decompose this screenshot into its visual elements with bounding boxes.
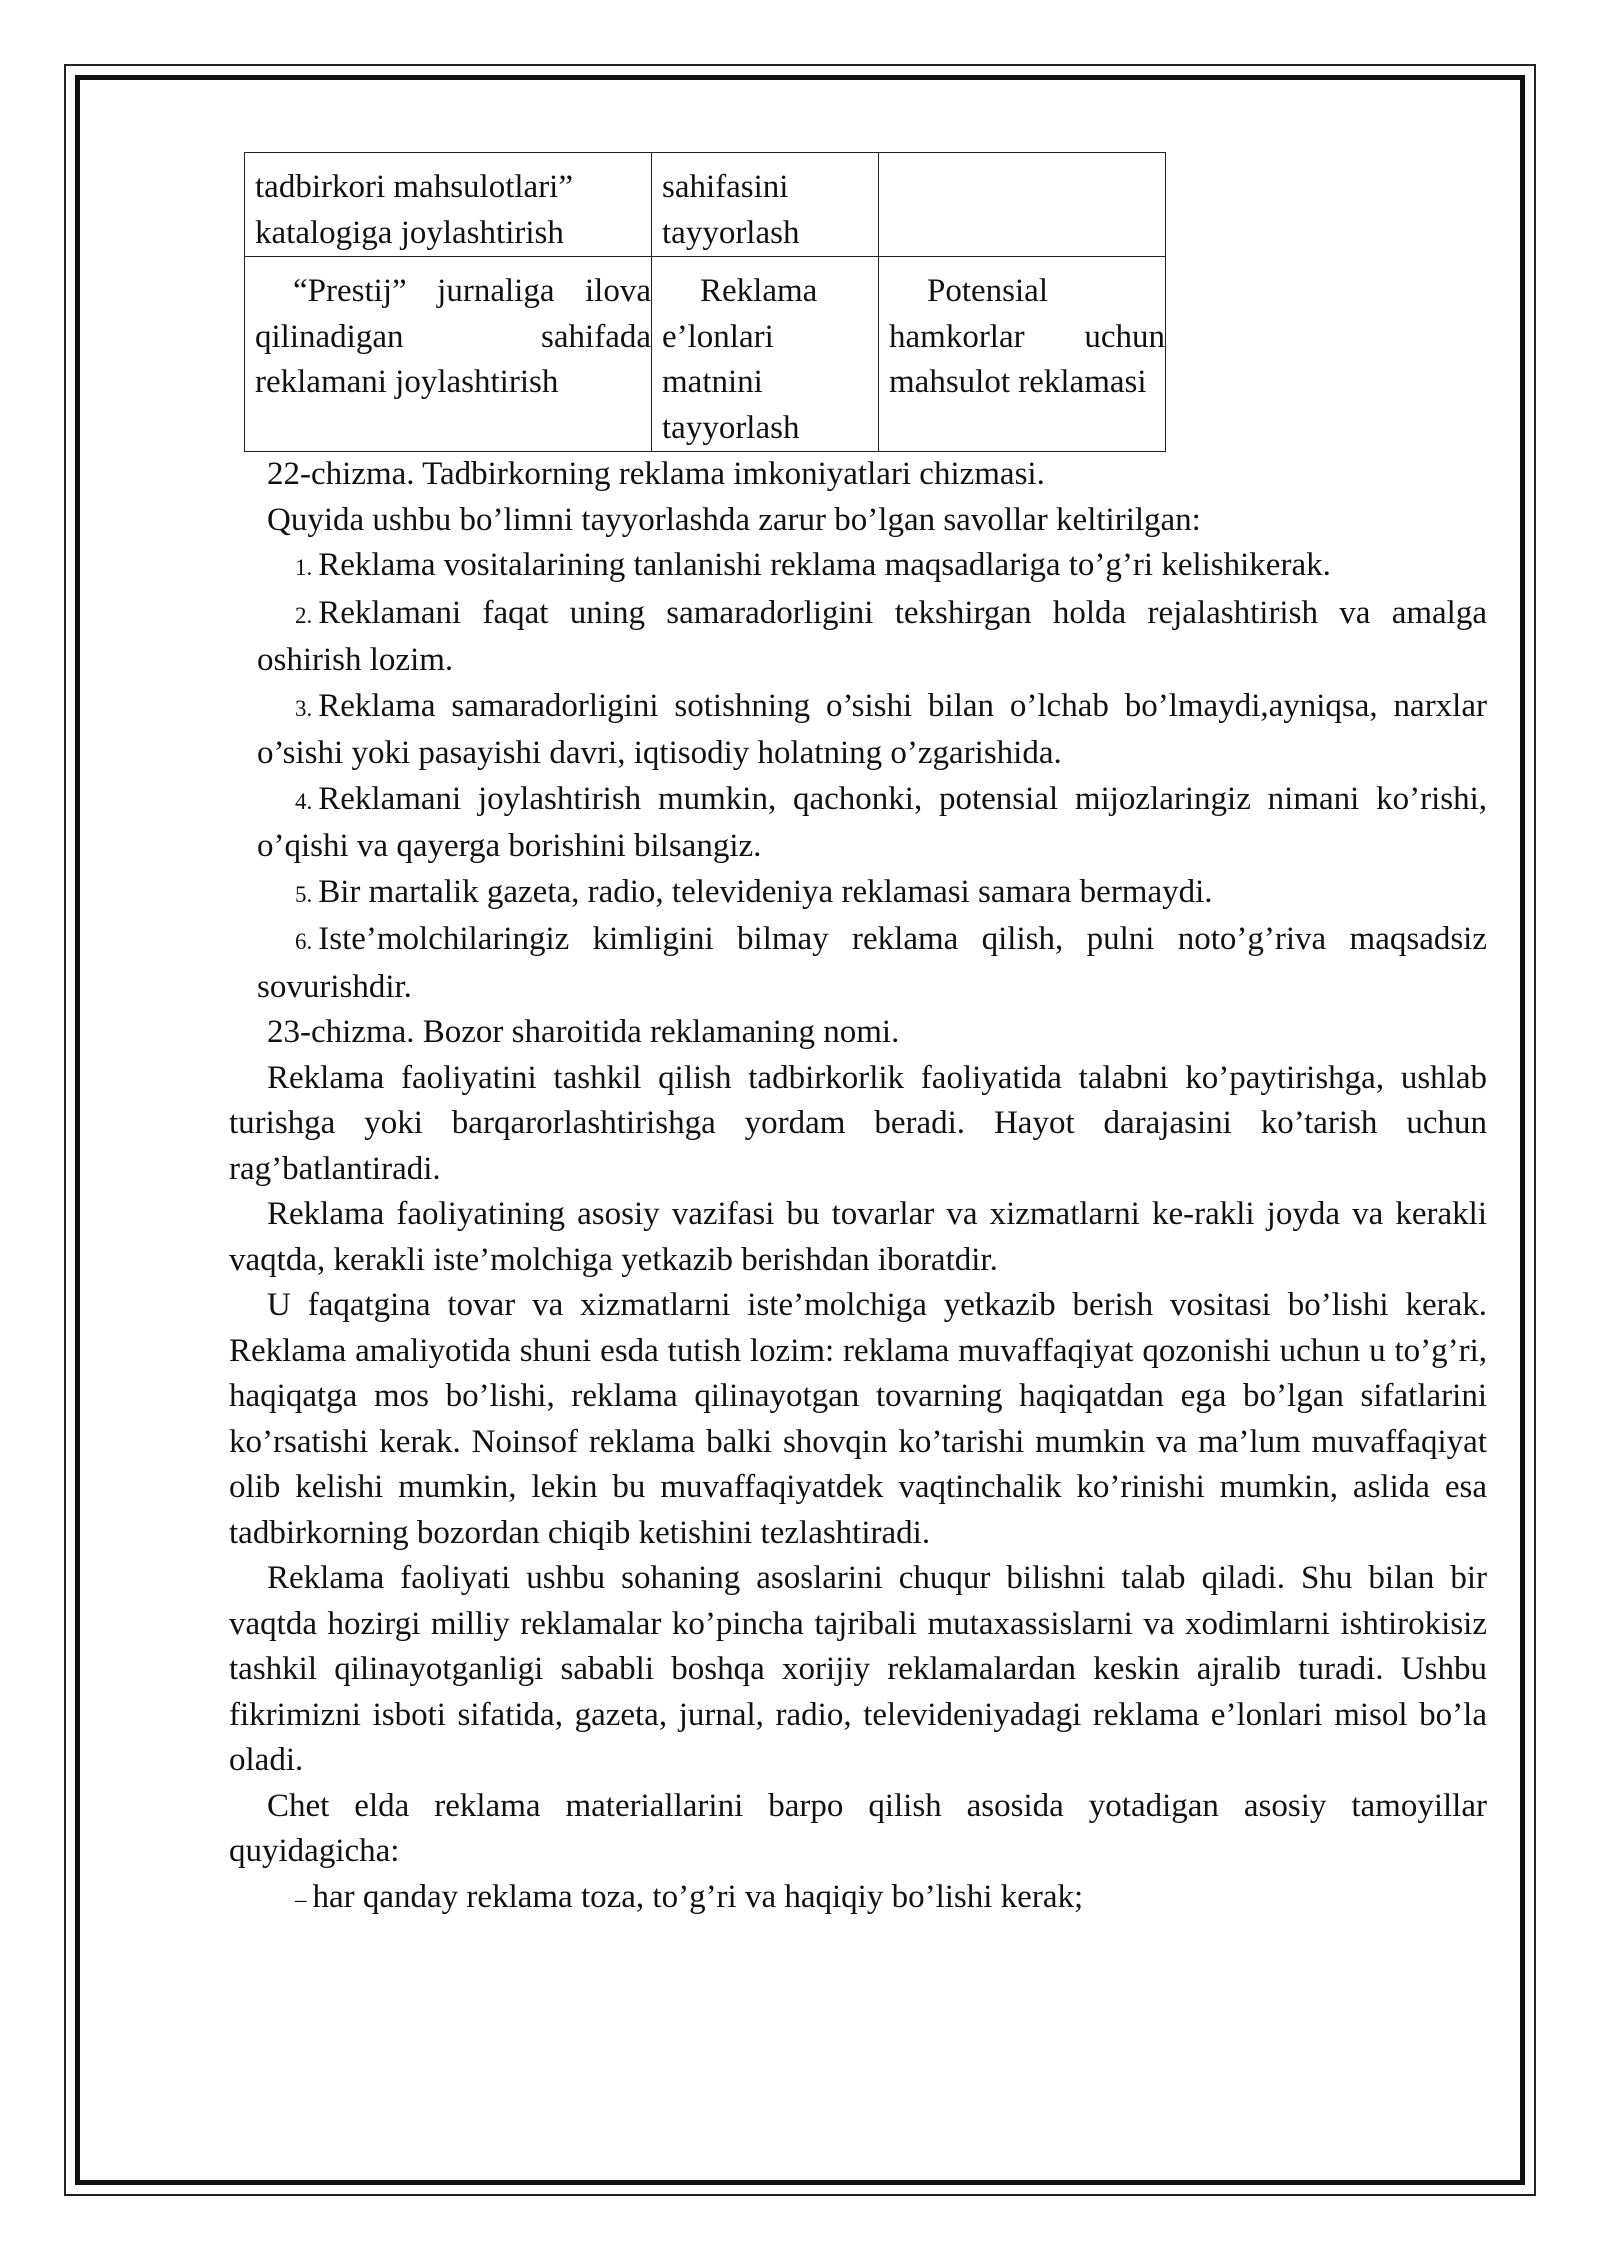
- list-item: [229, 591, 1487, 684]
- list-item: [229, 917, 1487, 1010]
- list-number: 4.: [295, 788, 313, 814]
- list-text: Reklama vositalarining tanlanishi reklama maqsadlariga to’g’ri kelishikerak.: [318, 547, 1331, 583]
- table-row: [245, 153, 1166, 257]
- body-paragraph: Reklama faoliyatini tashkil qilish tadbirkorlik faoliyatida talabni ko’paytirishga, ushlab turishga yoki barqarorlashtirishga yordam beradi. Hayot darajasini ko’tarish uchun rag’batlantiradi.: [229, 1059, 1487, 1187]
- body-paragraph: U faqatgina tovar va xizmatlarni iste’molchiga yetkazib berish vositasi bo’lishi kerak. Reklama amaliyotida shuni esda tutish lozim: reklama muvaffaqiyat qozonishi uchun u to’g’ri, haqiqatga mos bo’lishi, reklama qilinayotgan tovarning haqiqatdan ega bo’lgan sifatlarini ko’rsatishi kerak. Noinsof reklama balki shovqin ko’tarishi mumkin va ma’lum muvaffaqiyat olib kelishi mumkin, lekin bu muvaffaqiyatdek vaqtinchalik ko’rinishi mumkin, aslida esa tadbirkorning bozordan chiqib ketishini tezlashtiradi.: [229, 1287, 1487, 1551]
- list-item: [229, 684, 1487, 777]
- body-paragraph: Reklama faoliyatining asosiy vazifasi bu tovarlar va xizmatlarni ke-rakli joyda va kerakli vaqtda, kerakli iste’molchiga yetkazib berishdan iboratdir.: [229, 1196, 1487, 1278]
- list-number: 3.: [295, 695, 313, 721]
- bullet-item: [229, 1875, 1487, 1923]
- intro-text: Quyida ushbu bo’limni tayyorlashda zarur bo’lgan savollar keltirilgan:: [267, 501, 1201, 538]
- list-number: 6.: [295, 929, 313, 954]
- list-number: 2.: [295, 602, 313, 628]
- table-cell: Reklama e’lonlari matnini tayyorlash: [652, 257, 879, 452]
- list-item: [229, 870, 1487, 918]
- body-paragraph: Chet elda reklama materiallarini barpo qilish asosida yotadigan asosiy tamoyillar quyidagicha:: [229, 1787, 1487, 1869]
- list-text: Reklamani faqat uning samaradorligini tekshirgan holda rejalashtirish va amalga oshirish lozim.: [257, 594, 1487, 678]
- page-content: [229, 152, 1487, 1922]
- table-cell: Potensial hamkorlar uchun mahsulot reklamasi: [879, 257, 1166, 452]
- table-row: [245, 257, 1166, 452]
- body-paragraph: Reklama faoliyati ushbu sohaning asoslarini chuqur bilishni talab qiladi. Shu bilan bir vaqtda hozirgi milliy reklamalar ko’pincha tajribali mutaxassislarni va xodimlarni ishtirokisiz tashkil qilinayotganligi sababli boshqa xorijiy reklamalardan keskin ajralib turadi. Ushbu fikrimizni isboti sifatida, gazeta, jurnal, radio, televideniyadagi reklama e’lonlari misol bo’la oladi.: [229, 1560, 1487, 1778]
- table-cell: [879, 153, 1166, 257]
- list-number: 1.: [295, 555, 313, 580]
- advertising-table: [244, 152, 1166, 452]
- table-cell: tadbirkori mahsulotlari” katalogiga joylashtirish: [245, 153, 652, 257]
- table-cell: “Prestij” jurnaliga ilova qilinadigan sahifada reklamani joylashtirish: [245, 257, 652, 452]
- list-text: Reklama samaradorligini sotishning o’sishi bilan o’lchab bo’lmaydi,ayniqsa, narxlar o’sishi yoki pasayishi davri, iqtisodiy holatning o’zgarishida.: [257, 687, 1487, 771]
- list-item: [229, 777, 1487, 870]
- bullet-text: har qanday reklama toza, to’g’ri va haqiqiy bo’lishi kerak;: [312, 1878, 1084, 1915]
- table-cell: sahifasini tayyorlash: [652, 153, 879, 257]
- list-text: Bir martalik gazeta, radio, televideniya reklamasi samara bermaydi.: [318, 873, 1213, 910]
- list-text: Reklamani joylashtirish mumkin, qachonki, potensial mijozlaringiz nimani ko’rishi, o’qishi va qayerga borishini bilsangiz.: [257, 780, 1487, 864]
- list-number: 5.: [295, 881, 313, 907]
- figure-caption-23: 23-chizma. Bozor sharoitida reklamaning nomi.: [267, 1014, 900, 1050]
- list-text: Iste’molchilaringiz kimligini bilmay reklama qilish, pulni noto’g’riva maqsadsiz sovurishdir.: [257, 921, 1487, 1005]
- list-item: [229, 543, 1487, 591]
- bullet-marker: –: [295, 1886, 307, 1912]
- figure-caption-22: 22-chizma. Tadbirkorning reklama imkoniyatlari chizmasi.: [267, 456, 1045, 492]
